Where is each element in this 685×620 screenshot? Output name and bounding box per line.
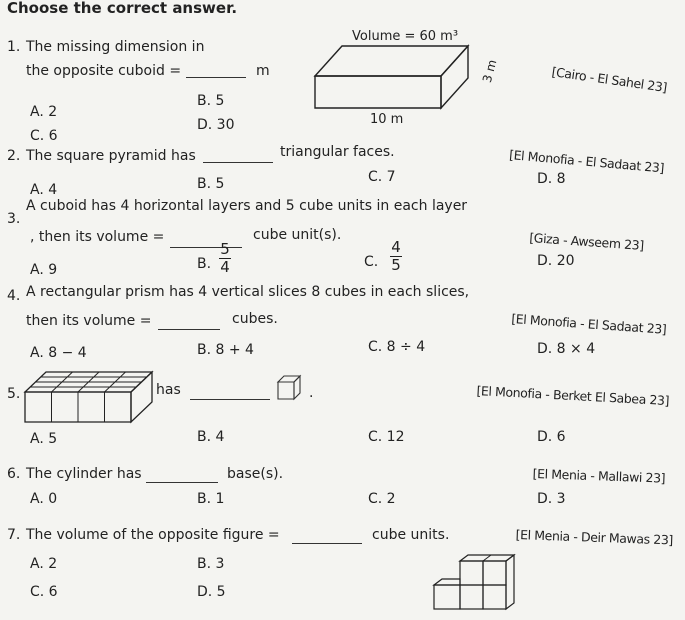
q4-option-d[interactable]: D. 8 × 4 xyxy=(537,341,596,357)
q5-option-c[interactable]: C. 12 xyxy=(368,429,405,445)
q5-number: 5. xyxy=(7,386,21,402)
q3-text-line2: , then its volume = xyxy=(30,229,165,245)
q3-option-c-letter[interactable]: C. xyxy=(364,254,379,270)
q7-text-after: cube units. xyxy=(372,527,450,543)
q6-text-after: base(s). xyxy=(227,466,284,482)
q3-text-line1: A cuboid has 4 horizontal layers and 5 cube units in each layer xyxy=(26,198,468,214)
q7-source: [El Menia - Deir Mawas 23] xyxy=(515,526,674,548)
q6-number: 6. xyxy=(7,466,21,482)
q3-option-a[interactable]: A. 9 xyxy=(30,262,58,278)
q3-option-b-fraction[interactable]: 5 4 xyxy=(220,240,230,276)
q5-after-cube: . xyxy=(309,385,314,401)
q1-unit: m xyxy=(256,63,270,79)
q1-source: [Cairo - El Sahel 23] xyxy=(550,63,668,96)
q7-option-c[interactable]: C. 6 xyxy=(30,584,58,600)
q3-option-c-fraction[interactable]: 4 5 xyxy=(391,238,401,274)
q6-text: The cylinder has xyxy=(26,466,142,482)
q2-blank[interactable] xyxy=(203,147,273,165)
q5-source: [El Monofia - Berket El Sabea 23] xyxy=(476,382,670,409)
q5-cube-stack-figure xyxy=(22,370,157,428)
q5-unit-cube-icon xyxy=(276,374,304,402)
q1-width-label: 10 m xyxy=(370,112,404,127)
q6-blank[interactable] xyxy=(146,467,218,485)
q1-option-b[interactable]: B. 5 xyxy=(197,93,225,109)
q7-option-d[interactable]: D. 5 xyxy=(197,584,226,600)
q1-blank[interactable] xyxy=(186,62,246,80)
q1-height-label: 3 m xyxy=(479,58,500,85)
q4-text-line2: then its volume = xyxy=(26,313,152,329)
q6-option-c[interactable]: C. 2 xyxy=(368,491,396,507)
q2-number: 2. xyxy=(7,148,21,164)
q4-number: 4. xyxy=(7,288,21,304)
q5-option-d[interactable]: D. 6 xyxy=(537,429,566,445)
q7-cube-figure xyxy=(430,553,520,619)
q1-text-line2: the opposite cuboid = xyxy=(26,63,182,79)
q2-option-d[interactable]: D. 8 xyxy=(537,171,566,187)
q4-option-c[interactable]: C. 8 ÷ 4 xyxy=(368,339,426,355)
q4-option-a[interactable]: A. 8 − 4 xyxy=(30,345,87,361)
q5-option-a[interactable]: A. 5 xyxy=(30,431,58,447)
q4-blank[interactable] xyxy=(158,314,220,332)
q7-option-b[interactable]: B. 3 xyxy=(197,556,225,572)
q6-option-a[interactable]: A. 0 xyxy=(30,491,58,507)
q7-number: 7. xyxy=(7,527,21,543)
q2-text-after: triangular faces. xyxy=(280,144,395,160)
q5-blank[interactable] xyxy=(190,384,270,402)
q2-option-c[interactable]: C. 7 xyxy=(368,169,396,185)
page-title: Choose the correct answer. xyxy=(7,0,238,17)
q1-number: 1. xyxy=(7,39,21,55)
q5-option-b[interactable]: B. 4 xyxy=(197,429,225,445)
q1-volume-label: Volume = 60 m³ xyxy=(352,29,459,44)
q3-option-b-letter[interactable]: B. xyxy=(197,256,212,272)
q1-option-d[interactable]: D. 30 xyxy=(197,117,235,133)
q3-text-after: cube unit(s). xyxy=(253,227,342,243)
q3-option-d[interactable]: D. 20 xyxy=(537,253,575,269)
q1-option-a[interactable]: A. 2 xyxy=(30,104,58,120)
q7-option-a[interactable]: A. 2 xyxy=(30,556,58,572)
q3-blank[interactable] xyxy=(170,232,242,250)
q2-source: [El Monofia - El Sadaat 23] xyxy=(508,146,665,176)
q6-option-d[interactable]: D. 3 xyxy=(537,491,566,507)
q6-option-b[interactable]: B. 1 xyxy=(197,491,225,507)
q3-source: [Giza - Awseem 23] xyxy=(528,229,645,253)
q3-number: 3. xyxy=(7,211,21,227)
q2-text: The square pyramid has xyxy=(26,148,196,164)
q5-text: has xyxy=(156,382,181,398)
q2-option-a[interactable]: A. 4 xyxy=(30,182,58,198)
q7-text: The volume of the opposite figure = xyxy=(26,527,280,543)
q7-blank[interactable] xyxy=(292,528,362,546)
q4-text-after: cubes. xyxy=(232,311,278,327)
q1-option-c[interactable]: C. 6 xyxy=(30,128,58,144)
q4-option-b[interactable]: B. 8 + 4 xyxy=(197,342,254,358)
q4-text-line1: A rectangular prism has 4 vertical slices 8 cubes in each slices, xyxy=(26,284,470,300)
q2-option-b[interactable]: B. 5 xyxy=(197,176,225,192)
q4-source: [El Monofia - El Sadaat 23] xyxy=(510,310,667,337)
q1-text-line1: The missing dimension in xyxy=(26,39,205,55)
q6-source: [El Menia - Mallawi 23] xyxy=(532,465,666,486)
